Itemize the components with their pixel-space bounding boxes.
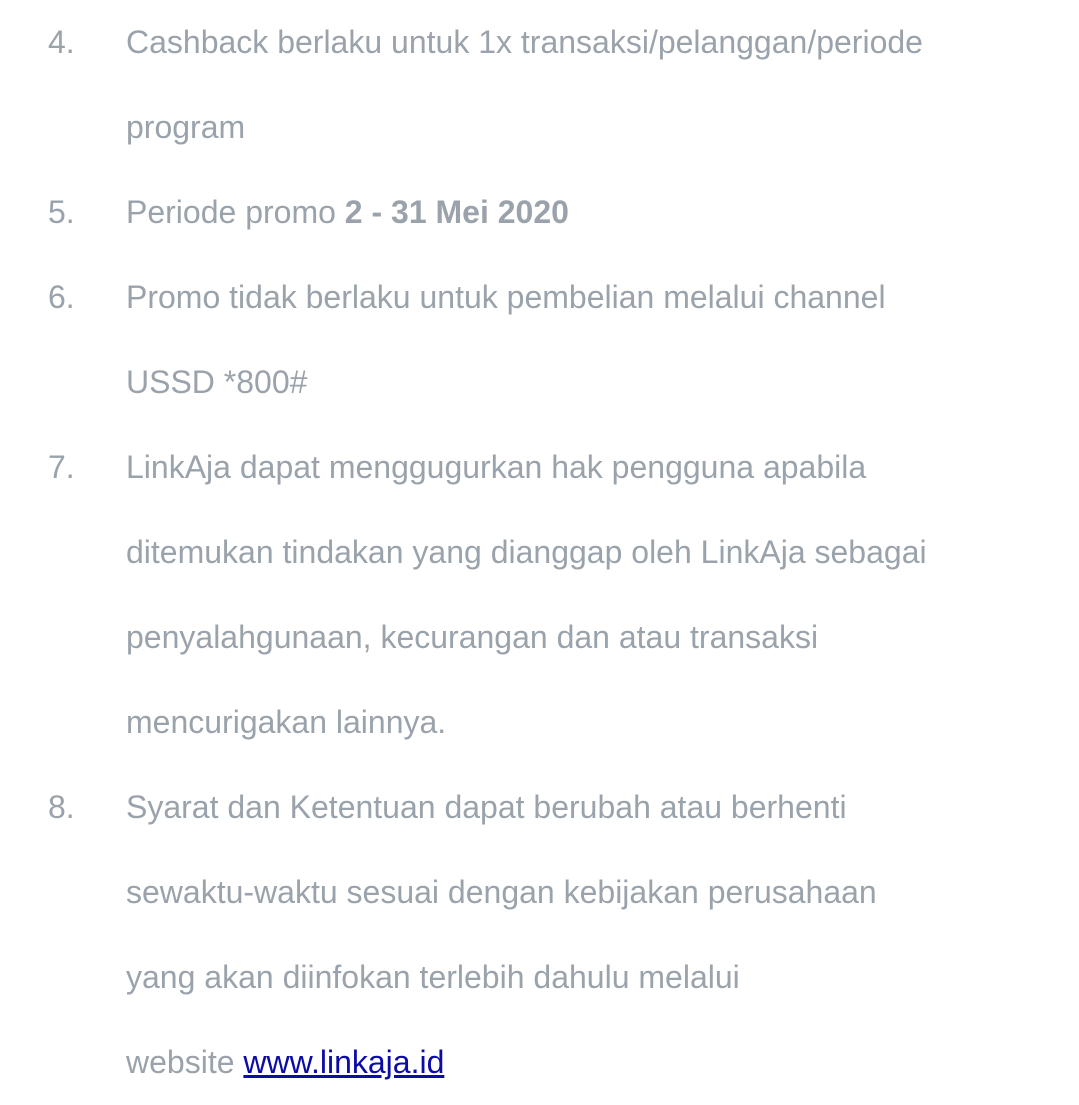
term-item-6 (0, 255, 1079, 425)
website-label: website (126, 1044, 244, 1080)
term-text (126, 170, 1006, 255)
term-text (126, 255, 1006, 425)
term-line (126, 1020, 1006, 1105)
term-number: 8. (48, 789, 75, 825)
term-number: 6. (48, 279, 75, 315)
term-line (126, 170, 1006, 255)
promo-period-dates: 2 - 31 Mei 2020 (344, 194, 569, 230)
term-line: ditemukan tindakan yang dianggap oleh LinkAja sebagai (126, 534, 927, 570)
term-line: Cashback berlaku untuk 1x transaksi/pelanggan/periode (126, 24, 923, 60)
term-line: Promo tidak berlaku untuk pembelian melalui channel (126, 279, 886, 315)
term-text (126, 765, 1006, 1105)
linkaja-website-link[interactable]: www.linkaja.id (243, 1044, 445, 1080)
term-item-5 (0, 170, 1079, 255)
term-text (126, 425, 1006, 765)
term-number: 7. (48, 449, 75, 485)
term-line: USSD *800# (126, 364, 308, 400)
term-line: LinkAja dapat menggugurkan hak pengguna apabila (126, 449, 867, 485)
term-number: 5. (48, 194, 75, 230)
promo-period-label: Periode promo (126, 194, 345, 230)
term-line: Syarat dan Ketentuan dapat berubah atau berhenti (126, 789, 847, 825)
term-line: mencurigakan lainnya. (126, 704, 447, 740)
term-item-4 (0, 0, 1079, 170)
term-line: penyalahgunaan, kecurangan dan atau transaksi (126, 619, 819, 655)
term-line: sewaktu-waktu sesuai dengan kebijakan perusahaan (126, 874, 877, 910)
term-number: 4. (48, 24, 75, 60)
term-item-7 (0, 425, 1079, 765)
term-line: program (126, 109, 246, 145)
term-text (126, 0, 1006, 170)
term-line: yang akan diinfokan terlebih dahulu melalui (126, 959, 740, 995)
term-item-8 (0, 765, 1079, 1105)
